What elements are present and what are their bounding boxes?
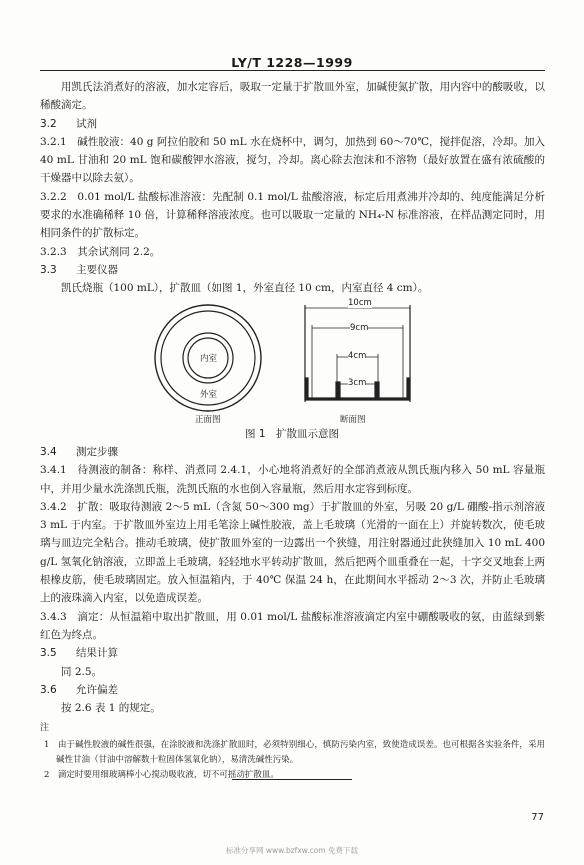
- apparatus-text: 凯氏烧瓶（100 mL），扩散皿（如图 1，外室直径 10 cm，内室直径 4 cm）。: [61, 282, 429, 295]
- outer-chamber-label: 外室: [200, 390, 218, 400]
- upper-body: [40, 78, 545, 298]
- section-heading-3-5: 3.5 结果计算: [40, 647, 118, 660]
- figure-drawing: [40, 300, 545, 425]
- clause-3-2-1: 3.2.1 碱性胶液：40 g 阿拉伯胶和 50 mL 水在烧杯中，调匀，加热到 60～70℃，搅拌促溶，冷却。加入 40 mL 甘油和 20 mL 饱和碳酸钾水溶液，搅匀，冷却。离心除去泡沫和不溶物（最好放置在盛有浓硫酸的干燥器中以除去氨）。: [40, 135, 545, 185]
- intro-paragraph: 用凯氏法消煮好的溶液，加水定容后，吸取一定量于扩散皿外室，加碱使氮扩散，用内容中的酸吸收，以稀酸滴定。: [40, 81, 545, 112]
- calculation-text: 同 2.5。: [61, 665, 103, 678]
- section-heading-3-2: 3.2 试剂: [40, 117, 97, 130]
- section-heading-3-3: 3.3 主要仪器: [40, 263, 118, 276]
- clause-3-4-1: 3.4.1 待测液的制备：称样、消煮同 2.4.1，小心地将消煮好的全部消煮液从凯氏瓶内移入 50 mL 容量瓶中，并用少量水洗涤凯氏瓶，洗凯氏瓶的水也倒入容量瓶，然后用水定容到标度。: [40, 464, 545, 495]
- section-heading-3-6: 3.6 允许偏差: [40, 683, 118, 696]
- section-view-label: 断面图: [340, 415, 366, 425]
- standard-code-header: LY/T 1228—1999: [231, 55, 353, 70]
- front-view-label: 正面图: [195, 415, 221, 425]
- figure-caption: 图 1 扩散皿示意图: [244, 428, 340, 440]
- dimension-4cm: 4cm: [348, 351, 367, 361]
- section-heading-3-4: 3.4 测定步骤: [40, 446, 118, 458]
- dimension-3cm: 3cm: [348, 378, 367, 388]
- dimension-10cm: 10cm: [348, 298, 372, 308]
- header-rule: [40, 70, 545, 71]
- note-item: 2 滴定时要用细玻璃棒小心搅动吸收液，切不可摇动扩散皿。: [44, 769, 279, 780]
- note-item: 1 由于碱性胶液的碱性很强，在涂胶液和洗涤扩散皿时，必须特别细心，慎防污染内室，致使造成误差。也可根据各实验条件，采用碱性甘油（甘油中溶解数十粒固体氢氧化钠），易清洗碱性污染。: [44, 739, 545, 765]
- lower-body: [40, 443, 545, 783]
- notes-title: 注: [40, 723, 50, 734]
- clause-3-2-3: 3.2.3 其余试剂同 2.2。: [40, 245, 161, 258]
- tolerance-text: 按 2.6 表 1 的规定。: [61, 702, 161, 715]
- page-number: 77: [531, 812, 544, 823]
- clause-3-4-3: 3.4.3 滴定：从恒温箱中取出扩散皿，用 0.01 mol/L 盐酸标准溶液滴定内室中硼酸吸收的氨，由蓝绿到紫红色为终点。: [40, 610, 545, 641]
- clause-3-2-2: 3.2.2 0.01 mol/L 盐酸标准溶液：先配制 0.1 mol/L 盐酸溶液，标定后用煮沸并冷却的、纯度能满足分析要求的水准确稀释 10 倍，计算稀释溶液浓度。也可以吸取一定量的 NH₄-N 标准溶液，在样品测定同时，用相同条件的扩散标定。: [40, 190, 545, 240]
- end-rule: [232, 779, 352, 780]
- clause-3-4-2: 3.4.2 扩散：吸取待测液 2～5 mL（含氮 50～300 mg）于扩散皿的外室，另吸 20 g/L 硼酸-指示剂溶液 3 mL 于内室。于扩散皿外室边上用毛笔涂上碱性胶液，盖上毛玻璃（光滑的一面在上）并旋转数次，使毛玻璃与皿边完全粘合。推动毛玻璃，使扩散皿外室的一边露出一个狭缝，用注射器通过此狭缝加入 10 mL 400 g/L 氢氧化钠溶液，立即盖上毛玻璃，轻轻地水平转动扩散皿，然后把两个皿重叠在一起，十字交叉地套上两根橡皮筋，使毛玻璃固定。放入恒温箱内，于 40℃ 保温 24 h，在此期间水平摇动 2～3 次，并防止毛玻璃上的液珠滴入内室，以免造成误差。: [40, 500, 545, 605]
- dimension-9cm: 9cm: [350, 323, 369, 333]
- inner-chamber-label: 内室: [200, 354, 218, 364]
- watermark: 标准分享网 www.bzfxw.com 免费下载: [226, 846, 358, 855]
